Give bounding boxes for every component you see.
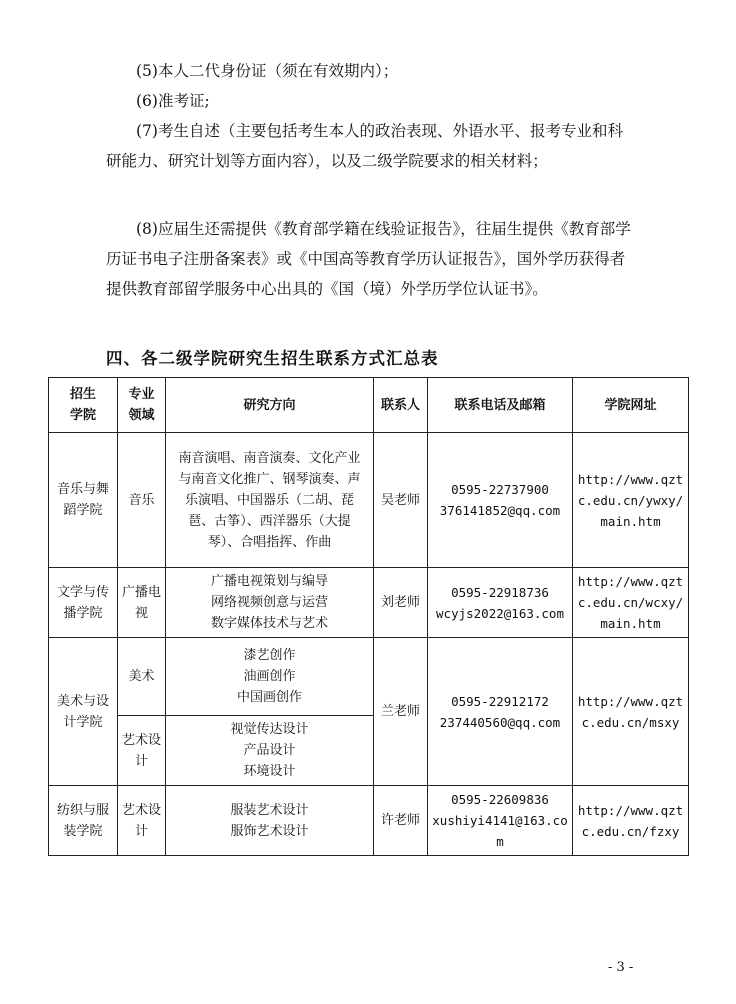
website-cell: http://www.qztc.edu.cn/msxy <box>573 638 689 786</box>
college-cell: 美术与设计学院 <box>49 638 118 786</box>
college-cell: 文学与传播学院 <box>49 568 118 638</box>
phone-text: 0595-22609836 <box>451 792 549 807</box>
contact-cell <box>428 786 573 856</box>
college-cell: 纺织与服装学院 <box>49 786 118 856</box>
direction-cell: 广播电视策划与编导 网络视频创意与运营 数字媒体技术与艺术 <box>166 568 374 638</box>
phone-text: 0595-22737900 <box>451 482 549 497</box>
email-text: xushiyi4141@163.com <box>432 813 568 849</box>
contact-person-cell: 许老师 <box>374 786 428 856</box>
paragraph-item-6: (6)准考证; <box>136 92 210 110</box>
field-cell: 广播电视 <box>118 568 166 638</box>
contact-cell <box>428 638 573 786</box>
page-number: - 3 - <box>608 960 634 975</box>
website-cell: http://www.qztc.edu.cn/fzxy <box>573 786 689 856</box>
field-cell: 艺术设计 <box>118 786 166 856</box>
contact-cell <box>428 433 573 568</box>
table-header-row <box>49 378 689 433</box>
header-contact: 联系电话及邮箱 <box>428 378 573 433</box>
paragraph-item-8: (8)应届生还需提供《教育部学籍在线验证报告》，往届生提供《教育部学历证书电子注册备案表》或《中国高等教育学历认证报告》，国外学历获得者提供教育部留学服务中心出具的《国（境）外学历学位认证书》。 <box>106 220 631 298</box>
direction-cell: 南音演唱、南音演奏、文化产业与南音文化推广、钢琴演奏、声乐演唱、中国器乐（二胡、琵琶、古筝）、西洋器乐（大提琴）、合唱指挥、作曲 <box>166 433 374 568</box>
header-field: 专业 领域 <box>118 378 166 433</box>
header-direction: 研究方向 <box>166 378 374 433</box>
header-website: 学院网址 <box>573 378 689 433</box>
email-text: 376141852@qq.com <box>439 503 561 518</box>
direction-cell: 漆艺创作 油画创作 中国画创作 <box>166 638 374 716</box>
email-text: wcyjs2022@163.com <box>436 605 564 621</box>
field-cell: 美术 <box>118 638 166 716</box>
phone-text: 0595-22912172 <box>451 693 549 709</box>
direction-cell: 服装艺术设计 服饰艺术设计 <box>166 786 374 856</box>
phone-text: 0595-22918736 <box>451 584 549 600</box>
field-cell: 音乐 <box>118 433 166 568</box>
section-heading: 四、各二级学院研究生招生联系方式汇总表 <box>106 349 439 368</box>
header-contact-person: 联系人 <box>374 378 428 433</box>
contact-table <box>48 377 689 856</box>
table-row <box>49 638 689 716</box>
paragraph-item-7: (7)考生自述（主要包括考生本人的政治表现、外语水平、报考专业和科研能力、研究计划等方面内容），以及二级学院要求的相关材料； <box>106 122 623 170</box>
email-text: 237440560@qq.com <box>439 714 561 730</box>
website-cell: http://www.qztc.edu.cn/ywxy/main.htm <box>573 433 689 568</box>
contact-person-cell: 吴老师 <box>374 433 428 568</box>
table-row <box>49 568 689 638</box>
contact-person-cell: 兰老师 <box>374 638 428 786</box>
paragraph-item-5: (5)本人二代身份证（须在有效期内）； <box>136 62 399 80</box>
website-cell: http://www.qztc.edu.cn/wcxy/main.htm <box>573 568 689 638</box>
header-college: 招生 学院 <box>49 378 118 433</box>
table-row <box>49 433 689 568</box>
college-cell: 音乐与舞蹈学院 <box>49 433 118 568</box>
field-cell: 艺术设计 <box>118 716 166 786</box>
table-row <box>49 786 689 856</box>
direction-cell: 视觉传达设计 产品设计 环境设计 <box>166 716 374 786</box>
contact-person-cell: 刘老师 <box>374 568 428 638</box>
contact-cell <box>428 568 573 638</box>
